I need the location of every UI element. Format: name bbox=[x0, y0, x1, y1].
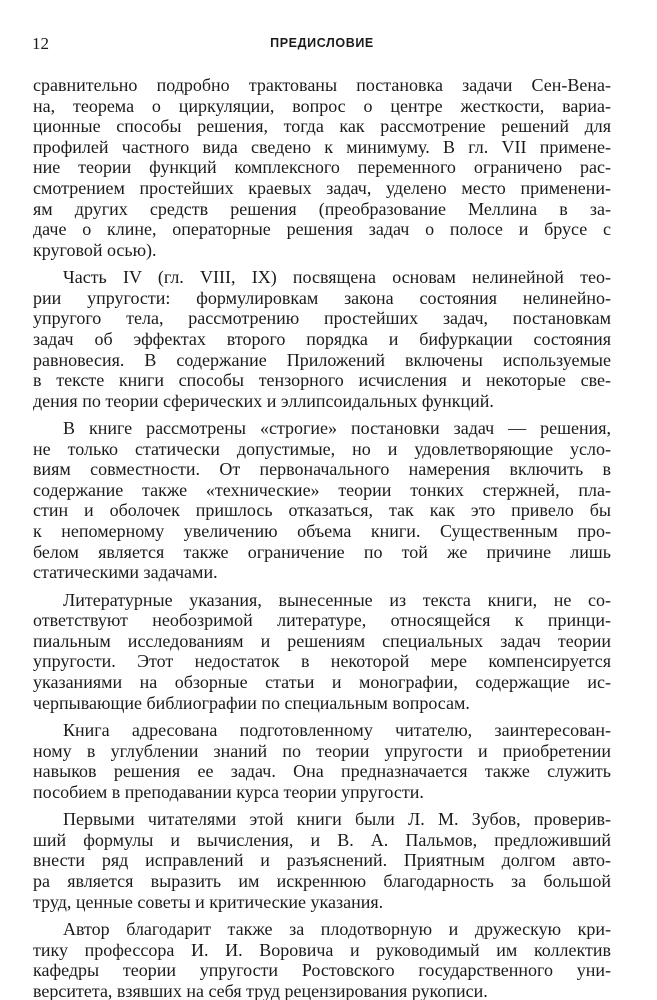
text-line: упругого тела, рассмотрению простейших задач, постановкам bbox=[33, 308, 611, 329]
text-line: рии упругости: формулировкам закона состояния нелинейно- bbox=[33, 287, 611, 308]
text-line: ние теории функций комплексного переменного ограничено рас- bbox=[33, 157, 611, 178]
text-line: пиальным исследованиям и решениям специальных задач теории bbox=[33, 630, 611, 651]
paragraph bbox=[33, 418, 611, 583]
text-line: виям совместности. От первоначального намерения включить в bbox=[33, 459, 611, 480]
paragraph bbox=[33, 809, 611, 912]
text-line: на, теорема о циркуляции, вопрос о центре жесткости, вариа- bbox=[33, 95, 611, 116]
text-line: содержание также «технические» теории тонких стержней, пла- bbox=[33, 479, 611, 500]
text-line: тику профессора И. И. Воровича и руководимый им коллектив bbox=[33, 939, 611, 960]
paragraph bbox=[33, 720, 611, 802]
paragraph bbox=[33, 267, 611, 411]
text-line: Литературные указания, вынесенные из текста книги, не со- bbox=[63, 589, 611, 610]
running-head bbox=[32, 34, 612, 56]
text-line: ному в углублении знаний по теории упругости и приобретении bbox=[33, 740, 611, 761]
text-line: В книге рассмотрены «строгие» постановки задач — решения, bbox=[63, 418, 611, 439]
text-line: верситета, взявших на себя труд рецензирования рукописи. bbox=[33, 980, 488, 1000]
page-number: 12 bbox=[32, 34, 49, 53]
text-line: указаниями на обзорные статьи и монографии, содержащие ис- bbox=[33, 672, 611, 693]
paragraph bbox=[33, 590, 611, 714]
text-line: не только статически допустимые, но и удовлетворяющие усло- bbox=[33, 438, 611, 459]
text-line: даче о клине, операторные решения задач о полосе и брусе с bbox=[33, 219, 611, 240]
text-line: ям других средств решения (преобразование Меллина в за- bbox=[33, 198, 611, 219]
text-line: стин и оболочек пришлось отказаться, так как это привело бы bbox=[33, 500, 611, 521]
text-line: в тексте книги способы тензорного исчисления и некоторые све- bbox=[33, 370, 611, 391]
text-line: ответствуют необозримой литературе, относящейся к принци- bbox=[33, 610, 611, 631]
text-line: ший формулы и вычисления, и В. А. Пальмов, предложивший bbox=[33, 829, 611, 850]
text-line: задач об эффектах второго порядка и бифуркации состояния bbox=[33, 328, 611, 349]
text-line: ционные способы решения, тогда как рассмотрение решений для bbox=[33, 116, 611, 137]
text-line: профилей частного вида сведено к минимуму. В гл. VII примене- bbox=[33, 136, 611, 157]
running-title: ПРЕДИСЛОВИЕ bbox=[270, 36, 374, 50]
text-line: кафедры теории упругости Ростовского государственного уни- bbox=[33, 960, 611, 981]
text-line: навыков решения ее задач. Она предназначается также служить bbox=[33, 761, 611, 782]
text-line: к непомерному увеличению объема книги. Существенным про- bbox=[33, 521, 611, 542]
text-line: труд, ценные советы и критические указания. bbox=[33, 891, 384, 912]
text-line: сравнительно подробно трактованы постановка задачи Сен-Вена- bbox=[33, 75, 611, 95]
body-text bbox=[33, 75, 611, 1000]
paragraph bbox=[33, 919, 611, 1000]
text-line: статическими задачами. bbox=[33, 562, 218, 583]
text-line: смотрением простейших краевых задач, уделено место применени- bbox=[33, 177, 611, 198]
text-line: Первыми читателями этой книги были Л. М. Зубов, проверив- bbox=[63, 809, 611, 830]
text-line: пособием в преподавании курса теории упругости. bbox=[33, 781, 424, 802]
text-line: черпывающие библиографии по специальным вопросам. bbox=[33, 692, 470, 713]
text-line: круговой осью). bbox=[33, 239, 157, 260]
text-line: Книга адресована подготовленному читателю, заинтересован- bbox=[63, 720, 611, 740]
text-line: белом является также ограничение по той же причине лишь bbox=[33, 541, 611, 562]
text-line: упругости. Этот недостаток в некоторой мере компенсируется bbox=[33, 651, 611, 672]
text-line: ра является выразить им искреннюю благодарность за большой bbox=[33, 870, 611, 891]
paragraph bbox=[33, 75, 611, 260]
text-line: Автор благодарит также за плодотворную и дружескую кри- bbox=[63, 918, 611, 939]
text-line: равновесия. В содержание Приложений включены используемые bbox=[33, 349, 611, 370]
text-line: дения по теории сферических и эллипсоидальных функций. bbox=[33, 390, 494, 411]
text-line: внести ряд исправлений и разъяснений. Приятным долгом авто- bbox=[33, 850, 611, 871]
text-line: Часть IV (гл. VIII, IX) посвящена основам нелинейной тео- bbox=[63, 267, 611, 288]
